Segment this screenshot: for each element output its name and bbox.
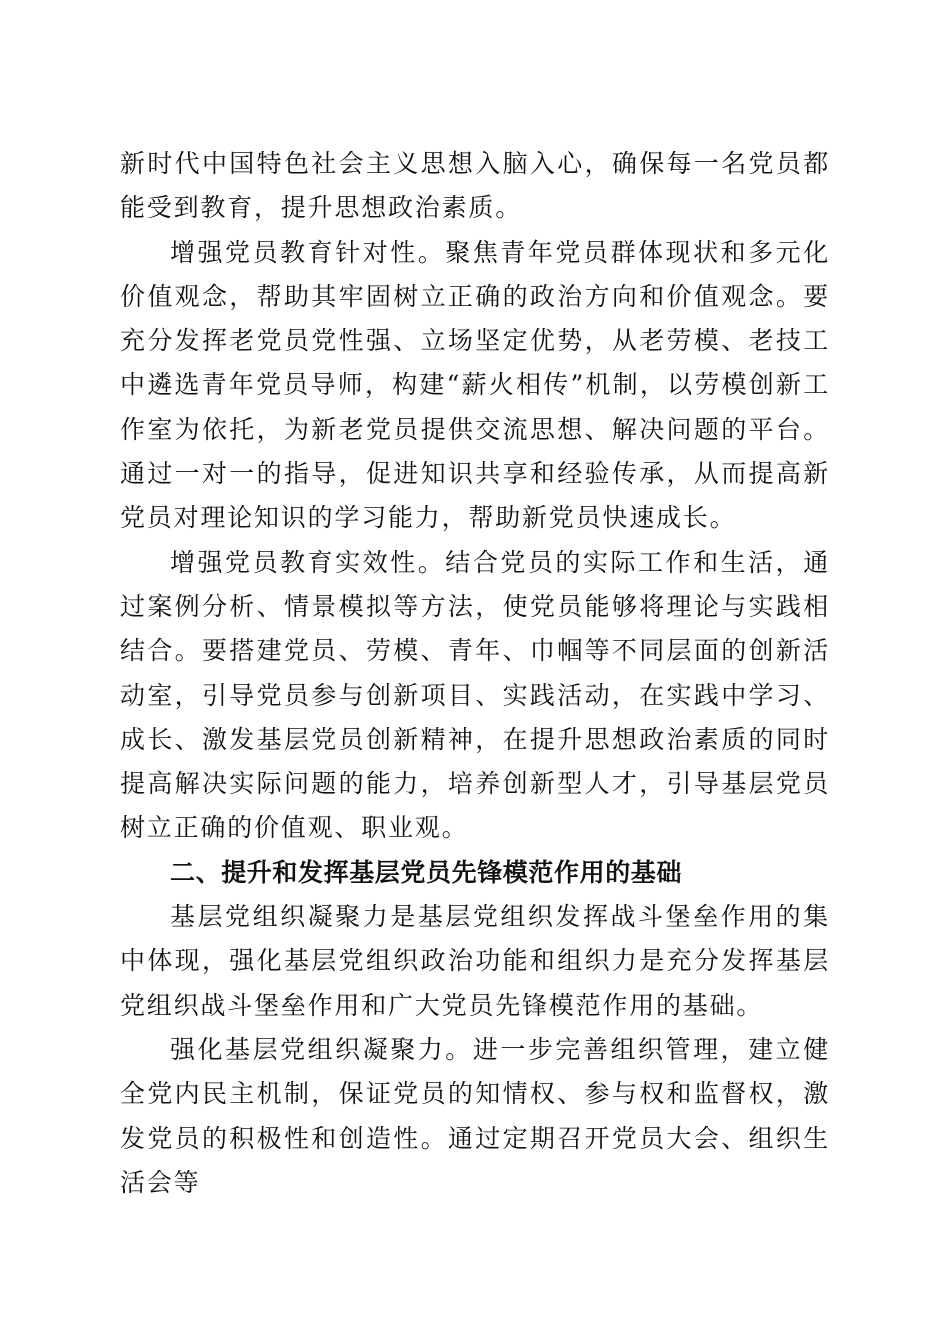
document-body [120, 142, 830, 1205]
paragraph-targeted-education: 增强党员教育针对性。聚焦青年党员群体现状和多元化价值观念，帮助其牢固树立正确的政治方向和价值观念。要充分发挥老党员党性强、立场坚定优势，从老劳模、老技工中遴选青年党员导师，构建“薪火相传”机制，以劳模创新工作室为依托，为新老党员提供交流思想、解决问题的平台。通过一对一的指导，促进知识共享和经验传承，从而提高新党员对理论知识的学习能力，帮助新党员快速成长。 [120, 237, 830, 533]
paragraph-strengthen-cohesion: 强化基层党组织凝聚力。进一步完善组织管理，建立健全党内民主机制，保证党员的知情权、参与权和监督权，激发党员的积极性和创造性。通过定期召开党员大会、组织生活会等 [120, 1034, 830, 1197]
section-heading-two: 二、提升和发挥基层党员先锋模范作用的基础 [170, 857, 683, 887]
paragraph-effective-education: 增强党员教育实效性。结合党员的实际工作和生活，通过案例分析、情景模拟等方法，使党员能够将理论与实践相结合。要搭建党员、劳模、青年、巾帼等不同层面的创新活动室，引导党员参与创新项目、实践活动，在实践中学习、成长、激发基层党员创新精神，在提升思想政治素质的同时提高解决实际问题的能力，培养创新型人才，引导基层党员树立正确的价值观、职业观。 [120, 547, 830, 843]
paragraph-continuation: 新时代中国特色社会主义思想入脑入心，确保每一名党员都能受到教育，提升思想政治素质。 [120, 149, 830, 223]
paragraph-cohesion-intro: 基层党组织凝聚力是基层党组织发挥战斗堡垒作用的集中体现，强化基层党组织政治功能和组织力是充分发挥基层党组织战斗堡垒作用和广大党员先锋模范作用的基础。 [120, 902, 830, 1020]
